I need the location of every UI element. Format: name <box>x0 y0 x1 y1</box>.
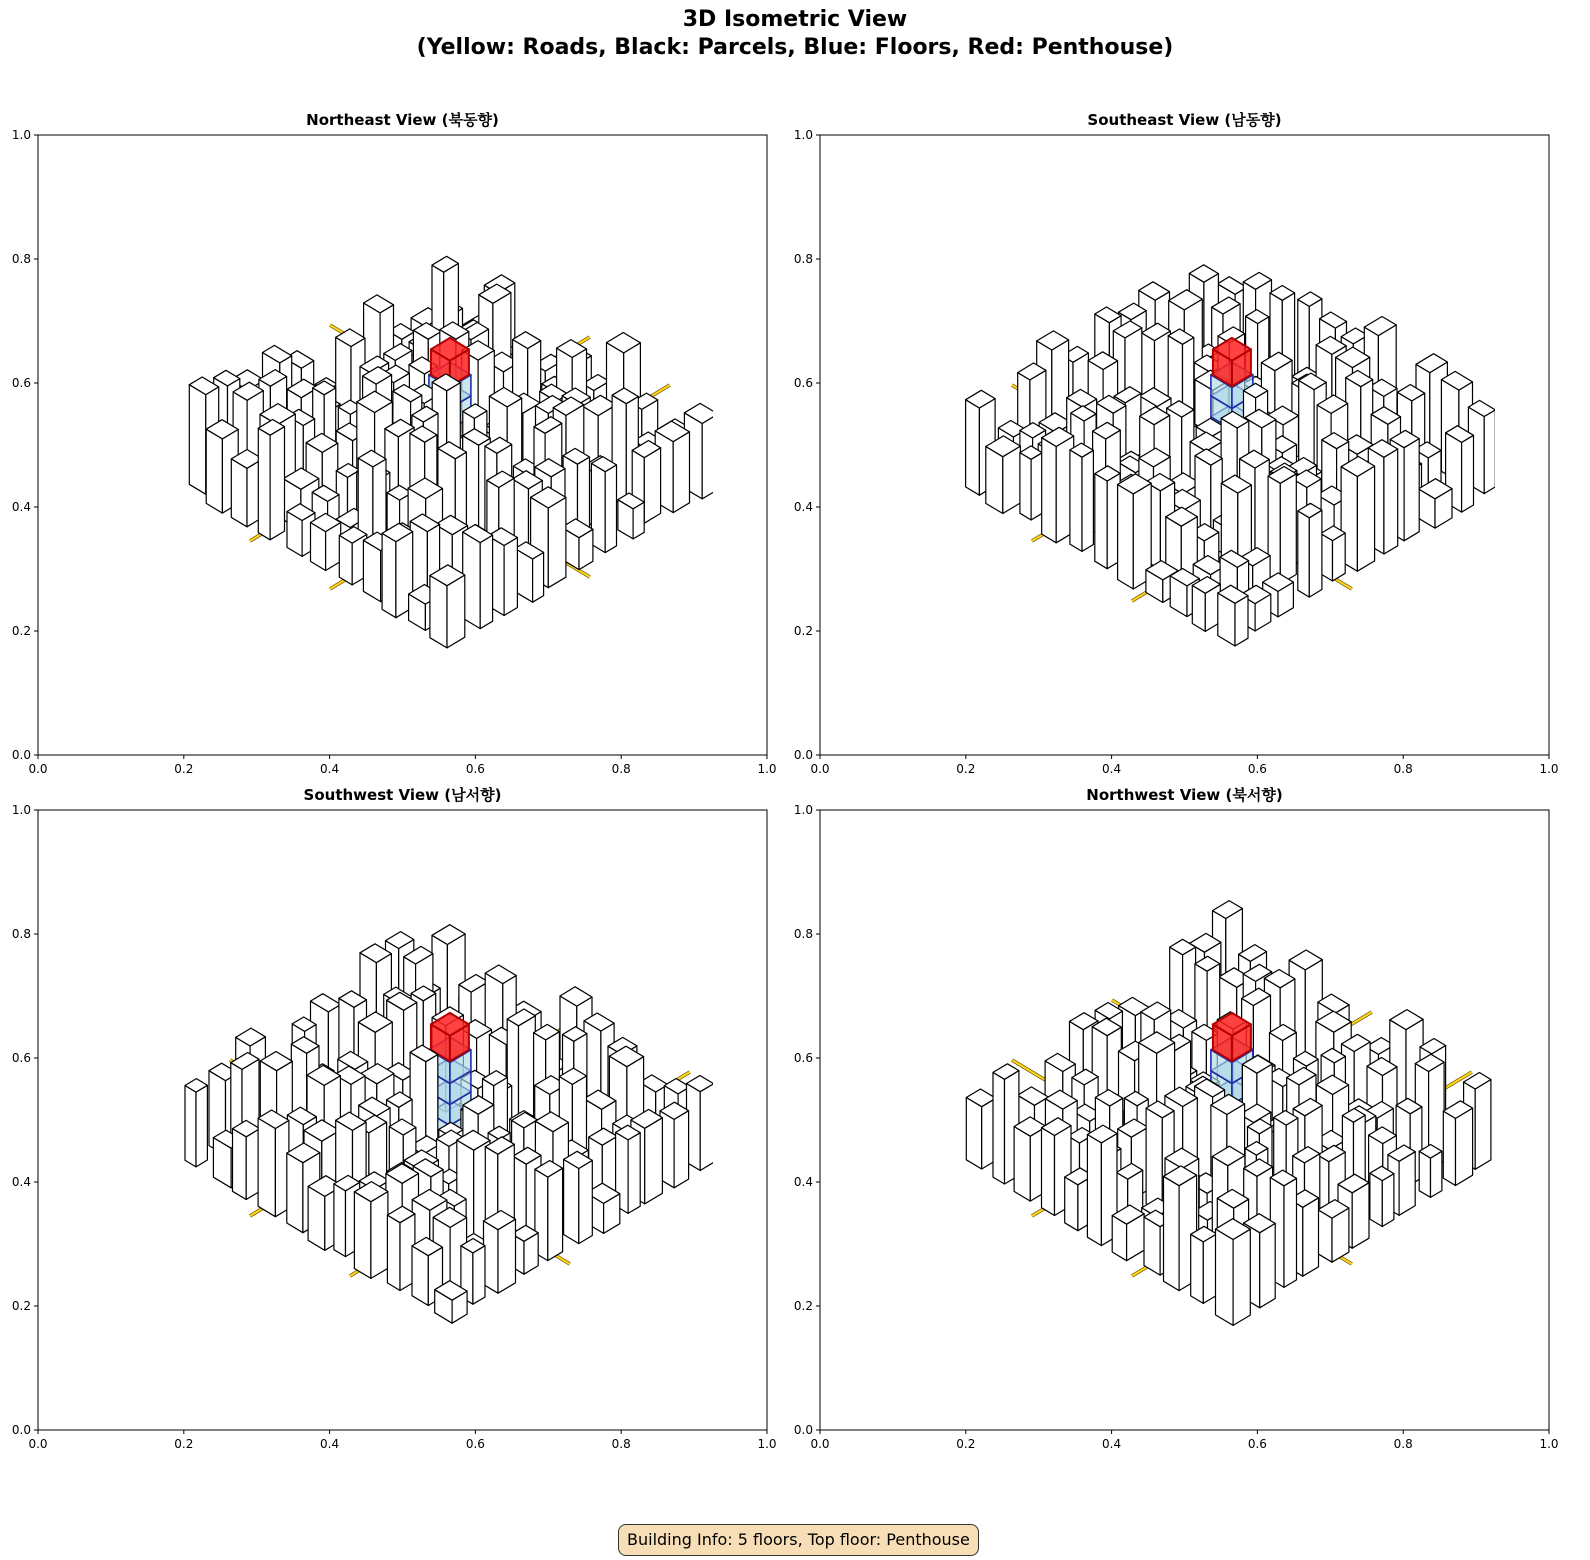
x-tick-label: 0.0 <box>28 762 48 776</box>
parcel-building <box>1191 1226 1217 1303</box>
parcel-front-face <box>674 1111 689 1188</box>
y-tick-label: 0.8 <box>11 927 31 941</box>
southwest-view-plot <box>0 780 790 1455</box>
parcel-front-face <box>1382 1174 1394 1227</box>
x-tick-label: 0.8 <box>1393 1437 1413 1451</box>
parcel-side-face <box>287 1153 303 1233</box>
y-tick-label: 0.6 <box>11 376 31 390</box>
parcel-building <box>258 420 284 540</box>
parcel-front-face <box>1082 450 1093 551</box>
x-tick-label: 0.2 <box>174 1437 194 1451</box>
panel-title: Southwest View (남서향) <box>303 786 502 804</box>
parcel-side-face <box>354 1192 371 1279</box>
scene <box>185 925 714 1323</box>
x-tick-label: 1.0 <box>1539 1437 1559 1451</box>
parcel-building <box>1419 1145 1442 1198</box>
parcel-front-face <box>644 448 660 523</box>
parcel-building <box>1419 479 1453 528</box>
parcel-front-face <box>1003 446 1021 513</box>
southwest-view-panel <box>0 780 790 1455</box>
parcel-side-face <box>1095 474 1107 569</box>
y-tick-label: 0.0 <box>793 1423 813 1437</box>
y-tick-label: 0.0 <box>793 748 813 762</box>
parcel-side-face <box>484 1221 499 1293</box>
parcel-side-face <box>1164 1176 1180 1290</box>
parcel-building <box>515 542 544 602</box>
parcel-side-face <box>1014 1127 1030 1202</box>
parcel-side-face <box>993 1072 1005 1184</box>
parcel-building <box>1042 427 1074 543</box>
parcel-side-face <box>334 1184 346 1257</box>
parcel-side-face <box>189 385 206 495</box>
parcel-front-face <box>1284 1178 1297 1287</box>
parcel-front-face <box>1399 1152 1415 1216</box>
x-tick-label: 0.8 <box>1393 762 1413 776</box>
x-tick-label: 0.8 <box>611 762 631 776</box>
parcel-front-face <box>1357 466 1374 571</box>
parcel-front-face <box>1431 1151 1442 1197</box>
scene <box>966 901 1491 1326</box>
parcel-front-face <box>673 432 689 513</box>
parcel-side-face <box>258 1118 275 1217</box>
parcel-side-face <box>1065 1177 1078 1231</box>
southeast-view-panel <box>782 105 1572 780</box>
parcel-front-face <box>702 414 718 499</box>
parcel-side-face <box>1020 453 1031 520</box>
parcel-front-face <box>628 1133 640 1214</box>
parcel-side-face <box>1191 1234 1204 1303</box>
y-tick-label: 0.6 <box>793 376 813 390</box>
x-tick-label: 0.4 <box>1102 1437 1122 1451</box>
parcel-front-face <box>1235 596 1248 646</box>
figure-title <box>0 6 1590 62</box>
parcel-building <box>591 457 616 553</box>
y-tick-label: 0.8 <box>11 252 31 266</box>
panel-title: Northeast View (북동향) <box>306 111 499 129</box>
parcel-side-face <box>1087 1135 1101 1246</box>
parcel-front-face <box>1203 1234 1216 1304</box>
parcel-building <box>463 525 493 629</box>
parcel-side-face <box>1443 1111 1455 1185</box>
x-tick-label: 1.0 <box>757 762 777 776</box>
parcel-side-face <box>1146 1108 1162 1213</box>
y-tick-label: 0.4 <box>793 1175 813 1189</box>
parcel-front-face <box>519 1016 536 1124</box>
panel-title: Southeast View (남동향) <box>1087 111 1282 129</box>
northwest-view-panel <box>782 780 1572 1455</box>
southeast-view-plot <box>782 105 1572 780</box>
parcel-building <box>564 1151 593 1243</box>
parcel-building <box>339 527 367 585</box>
northwest-view-plot <box>782 780 1572 1455</box>
y-tick-label: 1.0 <box>793 803 813 817</box>
panel-title: Northwest View (북서향) <box>1086 786 1283 804</box>
x-tick-label: 0.6 <box>1247 1437 1267 1451</box>
parcel-front-face <box>196 1085 207 1167</box>
parcel-side-face <box>564 1159 579 1243</box>
parcel-side-face <box>1216 1229 1234 1325</box>
parcel-front-face <box>1384 449 1398 554</box>
x-tick-label: 0.2 <box>956 1437 976 1451</box>
parcel-building <box>185 1079 207 1167</box>
parcel-building <box>1070 443 1094 551</box>
x-tick-label: 0.6 <box>465 1437 485 1451</box>
x-tick-label: 0.4 <box>320 1437 340 1451</box>
parcel-front-face <box>1475 1080 1491 1170</box>
parcel-front-face <box>1352 1183 1369 1249</box>
parcel-front-face <box>1309 510 1322 597</box>
parcel-side-face <box>986 447 1003 514</box>
x-tick-label: 0.4 <box>320 762 340 776</box>
parcel-side-face <box>185 1086 196 1167</box>
scene <box>189 256 718 648</box>
parcel-building <box>311 513 341 570</box>
parcel-building <box>1192 577 1220 632</box>
x-tick-label: 1.0 <box>1539 762 1559 776</box>
x-tick-label: 0.0 <box>28 1437 48 1451</box>
parcel-front-face <box>1260 1223 1276 1307</box>
x-tick-label: 0.6 <box>465 762 485 776</box>
y-tick-label: 1.0 <box>11 128 31 142</box>
parcel-side-face <box>1419 1151 1430 1197</box>
parcel-side-face <box>233 1129 247 1200</box>
parcel-building <box>1095 466 1120 569</box>
y-tick-label: 0.8 <box>793 252 813 266</box>
parcel-building <box>1370 1166 1394 1226</box>
y-tick-label: 0.0 <box>11 748 31 762</box>
parcel-building <box>1318 1200 1349 1263</box>
parcel-side-face <box>1298 511 1310 597</box>
y-tick-label: 0.2 <box>793 624 813 638</box>
parcel-front-face <box>605 465 616 553</box>
x-tick-label: 1.0 <box>757 1437 777 1451</box>
x-tick-label: 0.0 <box>810 1437 830 1451</box>
parcel-building <box>387 1206 415 1290</box>
y-tick-label: 0.2 <box>793 1299 813 1313</box>
parcel-building <box>618 493 644 539</box>
y-tick-label: 0.6 <box>793 1051 813 1065</box>
parcel-front-face <box>504 538 517 616</box>
y-tick-label: 0.8 <box>793 927 813 941</box>
parcel-building <box>1268 467 1296 585</box>
y-tick-label: 0.4 <box>11 1175 31 1189</box>
parcel-building <box>1341 456 1375 571</box>
parcel-side-face <box>1370 1173 1382 1226</box>
parcel-building <box>354 1182 388 1279</box>
parcel-front-face <box>480 535 492 629</box>
parcel-side-face <box>206 429 222 513</box>
y-tick-label: 1.0 <box>793 128 813 142</box>
parcel-front-face <box>473 1246 485 1305</box>
parcel-building <box>660 1102 689 1188</box>
parcel-building <box>986 436 1021 514</box>
northeast-view-panel <box>0 105 790 780</box>
parcel-side-face <box>1042 438 1057 543</box>
y-tick-label: 0.4 <box>793 500 813 514</box>
parcel-side-face <box>966 1098 981 1170</box>
parcel-side-face <box>430 576 447 648</box>
parcel-front-face <box>371 1192 388 1279</box>
parcel-building <box>1218 585 1248 646</box>
parcel-front-face <box>447 575 465 648</box>
parcel-building <box>1216 1219 1251 1326</box>
parcel-building <box>966 1089 996 1169</box>
parcel-front-face <box>1303 1198 1319 1276</box>
parcel-front-face <box>1233 1229 1250 1325</box>
parcel-side-face <box>382 533 396 617</box>
parcel-building <box>1443 1101 1472 1186</box>
parcel-front-face <box>1031 453 1042 520</box>
scene <box>966 265 1496 646</box>
x-tick-label: 0.4 <box>1102 762 1122 776</box>
northeast-view-plot <box>0 105 790 780</box>
parcel-front-face <box>498 1219 516 1293</box>
parcel-front-face <box>1456 1108 1473 1185</box>
parcel-building <box>1321 526 1346 581</box>
parcel-front-face <box>548 497 566 587</box>
parcel-side-face <box>258 428 270 540</box>
parcel-front-face <box>645 1118 663 1204</box>
parcel-front-face <box>1333 533 1346 581</box>
parcel-building <box>430 565 465 648</box>
parcel-side-face <box>1118 485 1134 590</box>
parcel-front-face <box>1404 439 1419 541</box>
y-tick-label: 0.6 <box>11 1051 31 1065</box>
parcel-front-face <box>700 1084 713 1171</box>
x-tick-label: 0.2 <box>956 762 976 776</box>
parcel-building <box>258 1110 289 1217</box>
x-tick-label: 0.8 <box>611 1437 631 1451</box>
y-tick-label: 0.2 <box>11 1299 31 1313</box>
building-info-box: Building Info: 5 floors, Top floor: Penthouse <box>618 1524 979 1556</box>
parcel-front-face <box>579 1160 593 1243</box>
parcel-front-face <box>1462 435 1474 512</box>
parcel-building <box>233 1120 260 1199</box>
y-tick-label: 0.4 <box>11 500 31 514</box>
x-tick-label: 0.6 <box>1247 762 1267 776</box>
parcel-building <box>484 1211 516 1294</box>
x-tick-label: 0.0 <box>810 762 830 776</box>
parcel-building <box>535 1161 563 1261</box>
parcel-front-face <box>1484 410 1495 494</box>
parcel-building <box>1112 1205 1144 1261</box>
y-tick-label: 0.2 <box>11 624 31 638</box>
parcel-side-face <box>1318 1210 1332 1263</box>
parcel-side-face <box>1070 450 1082 552</box>
parcel-side-face <box>308 1186 325 1250</box>
parcel-front-face <box>533 552 544 602</box>
parcel-side-face <box>1042 1128 1055 1216</box>
parcel-front-face <box>548 1168 563 1260</box>
parcel-side-face <box>231 459 247 527</box>
figure-title-line-2: (Yellow: Roads, Black: Parcels, Blue: Floors, Red: Penthouse) <box>416 35 1174 60</box>
x-tick-label: 0.2 <box>174 762 194 776</box>
parcel-side-face <box>387 1215 400 1290</box>
parcel-side-face <box>339 535 352 585</box>
y-tick-label: 0.0 <box>11 1423 31 1437</box>
parcel-side-face <box>966 400 980 496</box>
parcel-front-face <box>1280 474 1296 584</box>
parcel-building <box>1298 503 1322 597</box>
y-tick-label: 1.0 <box>11 803 31 817</box>
parcel-building <box>687 1076 714 1171</box>
parcel-building <box>1020 446 1042 520</box>
parcel-front-face <box>270 427 284 540</box>
figure-title-line-1: 3D Isometric View <box>682 7 908 32</box>
